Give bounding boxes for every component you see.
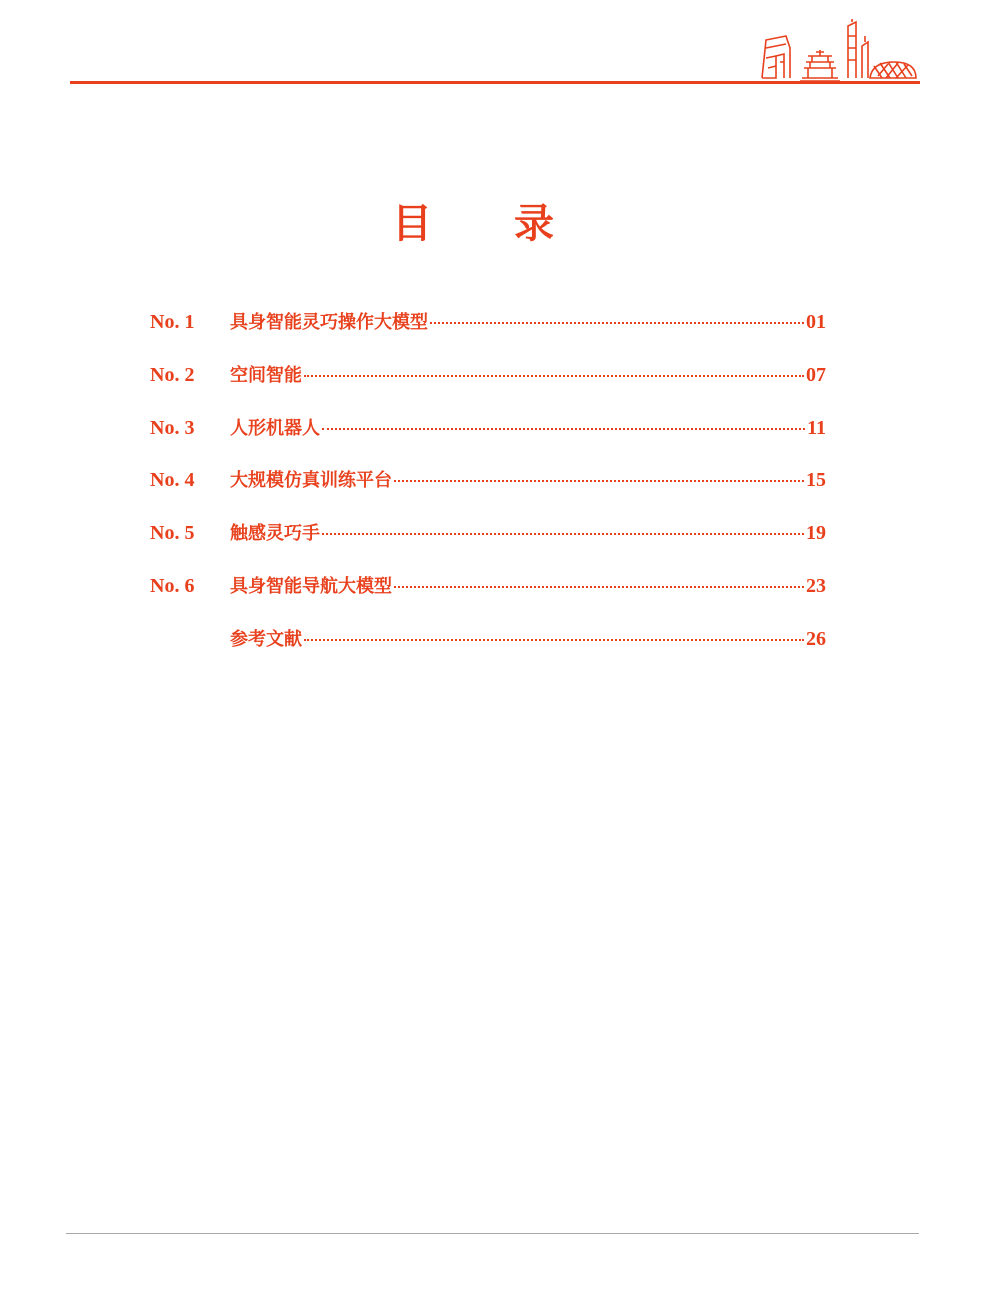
- toc-item-references[interactable]: [150, 625, 826, 678]
- toc-leader-dots: [430, 322, 804, 324]
- toc-title: 参考文献: [230, 628, 302, 650]
- toc-title: 大规模仿真训练平台: [230, 470, 392, 492]
- toc-title: 空间智能: [230, 364, 302, 386]
- toc-item-4[interactable]: [150, 466, 826, 519]
- toc-number: No. 1: [150, 311, 195, 333]
- beijing-skyline-icon: [756, 18, 920, 82]
- toc-number: No. 3: [150, 416, 195, 439]
- toc-item-6[interactable]: [150, 572, 826, 625]
- toc-leader-dots: [394, 480, 804, 482]
- toc-number: No. 2: [150, 363, 195, 386]
- toc-page-number: 15: [806, 469, 826, 492]
- toc-page-number: 23: [806, 574, 826, 597]
- footer-rule: [66, 1233, 919, 1234]
- toc-leader-dots: [322, 428, 805, 430]
- toc-leader-dots: [304, 375, 804, 377]
- toc-page-number: 07: [806, 363, 826, 386]
- toc-page-number: 11: [807, 416, 826, 439]
- toc-page-number: 19: [806, 522, 826, 545]
- toc-item-1[interactable]: [150, 308, 826, 361]
- toc-title: 具身智能灵巧操作大模型: [230, 312, 428, 333]
- toc-number: No. 4: [150, 469, 195, 492]
- toc-title: 触感灵巧手: [230, 523, 320, 545]
- toc-number: No. 5: [150, 522, 195, 545]
- page-title: 目 录: [392, 200, 588, 247]
- toc-page-number: 26: [806, 627, 826, 650]
- toc-item-3[interactable]: [150, 414, 826, 467]
- toc-item-5[interactable]: [150, 519, 826, 572]
- toc-title: 具身智能导航大模型: [230, 575, 392, 597]
- toc-page-number: 01: [806, 311, 826, 333]
- toc-item-2[interactable]: [150, 361, 826, 414]
- toc-number: No. 6: [150, 574, 195, 597]
- toc-leader-dots: [322, 533, 804, 535]
- toc-leader-dots: [304, 639, 804, 641]
- table-of-contents: [150, 308, 826, 678]
- toc-title: 人形机器人: [230, 417, 320, 439]
- toc-leader-dots: [394, 586, 804, 588]
